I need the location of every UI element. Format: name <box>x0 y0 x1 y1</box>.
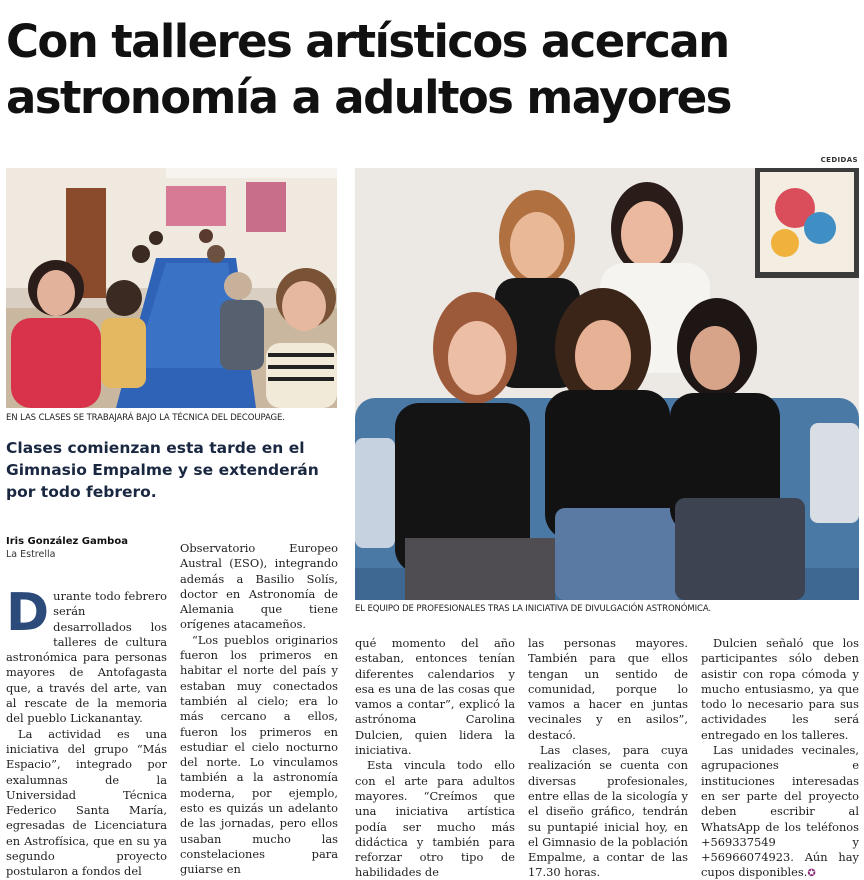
paragraph: qué momento del año estaban, entonces tenían diferentes calendarios y esa es una de las cosas que vamos a contar”, explicó la astrónoma Carolina Dulcien, quien lidera la iniciativa. <box>355 636 515 758</box>
headline: Con talleres artísticos acercan astronomía a adultos mayores <box>6 15 731 124</box>
paragraph <box>701 743 859 880</box>
drop-cap: D <box>6 583 50 643</box>
paragraph: las personas mayores. También para que ellos tengan un sentido de comunidad, porque lo vamos a hacer en juntas vecinales y en asilos”, destacó. <box>528 636 688 742</box>
paragraph: Observatorio Europeo Austral (ESO), integrando además a Basilio Solís, doctor en Astronomía de Alemania que tiene orígenes atacameños. <box>180 541 338 632</box>
photo-team <box>355 168 859 600</box>
byline-outlet: La Estrella <box>6 549 56 560</box>
body-column-3 <box>355 636 515 880</box>
end-mark-icon: ✪ <box>807 868 816 880</box>
paragraph: “Los pueblos originarios fueron los primeros en habitar el norte del país y estaban muy conectados también al cielo; era lo más cercano a ellos, fueron los primeros en estudiar el cielo nocturno del norte. Lo vinculamos también a la astronomía moderna, por ejemplo, esto es quizás un adelanto de las jornadas, pero ellos usaban mucho las constelaciones para guiarse en <box>180 632 338 877</box>
body-column-4 <box>528 636 688 880</box>
photo-caption: EL EQUIPO DE PROFESIONALES TRAS LA INICIATIVA DE DIVULGACIÓN ASTRONÓMICA. <box>355 604 712 614</box>
body-column-5 <box>701 636 859 880</box>
body-column-2 <box>180 541 338 878</box>
paragraph: La actividad es una iniciativa del grupo “Más Espacio”, integrado por exalumnas de la Universidad Técnica Federico Santa María, egresadas de Licenciatura en Astrofísica, que en su ya segundo proyecto postularon a fondos del <box>6 726 167 879</box>
paragraph: Dulcien señaló que los participantes sólo deben asistir con ropa cómoda y mucho entusiasmo, ya que todo lo necesario para sus actividades les será entregado en los talleres. <box>701 636 859 742</box>
photo-caption: EN LAS CLASES SE TRABAJARÁ BAJO LA TÉCNICA DEL DECOUPAGE. <box>6 413 285 423</box>
paragraph: Esta vincula todo ello con el arte para adultos mayores. “Creímos que una iniciativa artística podía ser mucho más didáctica y también para reforzar otro tipo de habilidades de <box>355 758 515 880</box>
paragraph: urante todo febrero serán desarrollados los talleres de cultura astronómica para personas mayores de Antofagasta que, a través del arte, van al rescate de la memoria del pueblo Lickanantay. <box>6 589 167 726</box>
photo-decoupage-class <box>6 168 337 408</box>
body-column-1 <box>6 583 167 880</box>
paragraph-text: Las unidades vecinales, agrupaciones e instituciones interesadas en ser parte del proyecto deben escribir al WhatsApp de los teléfonos +569337549 y +56966074923. Aún hay cupos disponibles. <box>701 743 859 880</box>
photo-credit: CEDIDAS <box>820 156 858 164</box>
paragraph: Las clases, para cuya realización se cuenta con diversas profesionales, entre ellas de la sicología y el diseño gráfico, tendrán su puntapié inicial hoy, en el Gimnasio de la población Empalme, a contar de las 17.30 horas. <box>528 743 688 880</box>
article-deck: Clases comienzan esta tarde en el Gimnasio Empalme y se extenderán por todo febrero. <box>6 439 319 501</box>
byline-author: Iris González Gamboa <box>6 536 128 547</box>
